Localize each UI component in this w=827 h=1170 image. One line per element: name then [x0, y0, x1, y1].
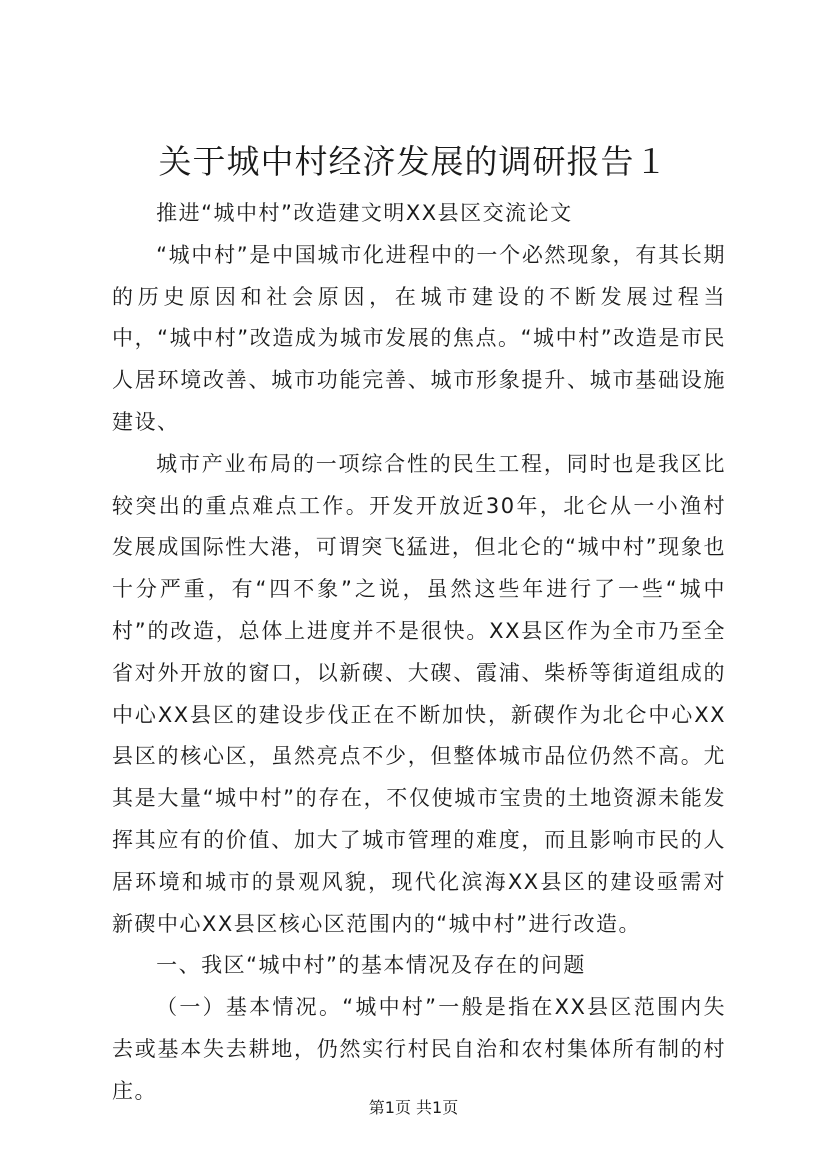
body-paragraph: “城中村”是中国城市化进程中的一个必然现象，有其长期的历史原因和社会原因，在城市建设的不断发展过程当中，“城中村”改造成为城市发展的焦点。“城中村”改造是市民人居环境改善、城市功能完善、城市形象提升、城市基础设施建设、 [112, 242, 726, 434]
page-footer: 第1页 共1页 [368, 1098, 459, 1117]
section-heading: 一、我区“城中村”的基本情况及存在的问题 [156, 953, 586, 978]
document-title: 关于城中村经济发展的调研报告１ [158, 142, 669, 181]
document-body [112, 193, 726, 1113]
body-paragraph: （一）基本情况。“城中村”一般是指在XX县区范围内失去或基本失去耕地，仍然实行村民自治和农村集体所有制的村庄。 [112, 995, 726, 1103]
body-paragraph: 城市产业布局的一项综合性的民生工程，同时也是我区比较突出的重点难点工作。开发开放近30年，北仑从一小渔村发展成国际性大港，可谓突飞猛进，但北仑的“城中村”现象也十分严重，有“四不象”之说，虽然这些年进行了一些“城中村”的改造，总体上进度并不是很快。XX县区作为全市乃至全省对外开放的窗口，以新碶、大碶、霞浦、柴桥等街道组成的中心XX县区的建设步伐正在不断加快，新碶作为北仑中心XX县区的核心区，虽然亮点不少，但整体城市品位仍然不高。尤其是大量“城中村”的存在，不仅使城市宝贵的土地资源未能发挥其应有的价值、加大了城市管理的难度，而且影响市民的人居环境和城市的景观风貌，现代化滨海XX县区的建设亟需对新碶中心XX县区核心区范围内的“城中村”进行改造。 [112, 451, 726, 936]
subtitle-paragraph: 推进“城中村”改造建文明XX县区交流论文 [156, 201, 573, 225]
